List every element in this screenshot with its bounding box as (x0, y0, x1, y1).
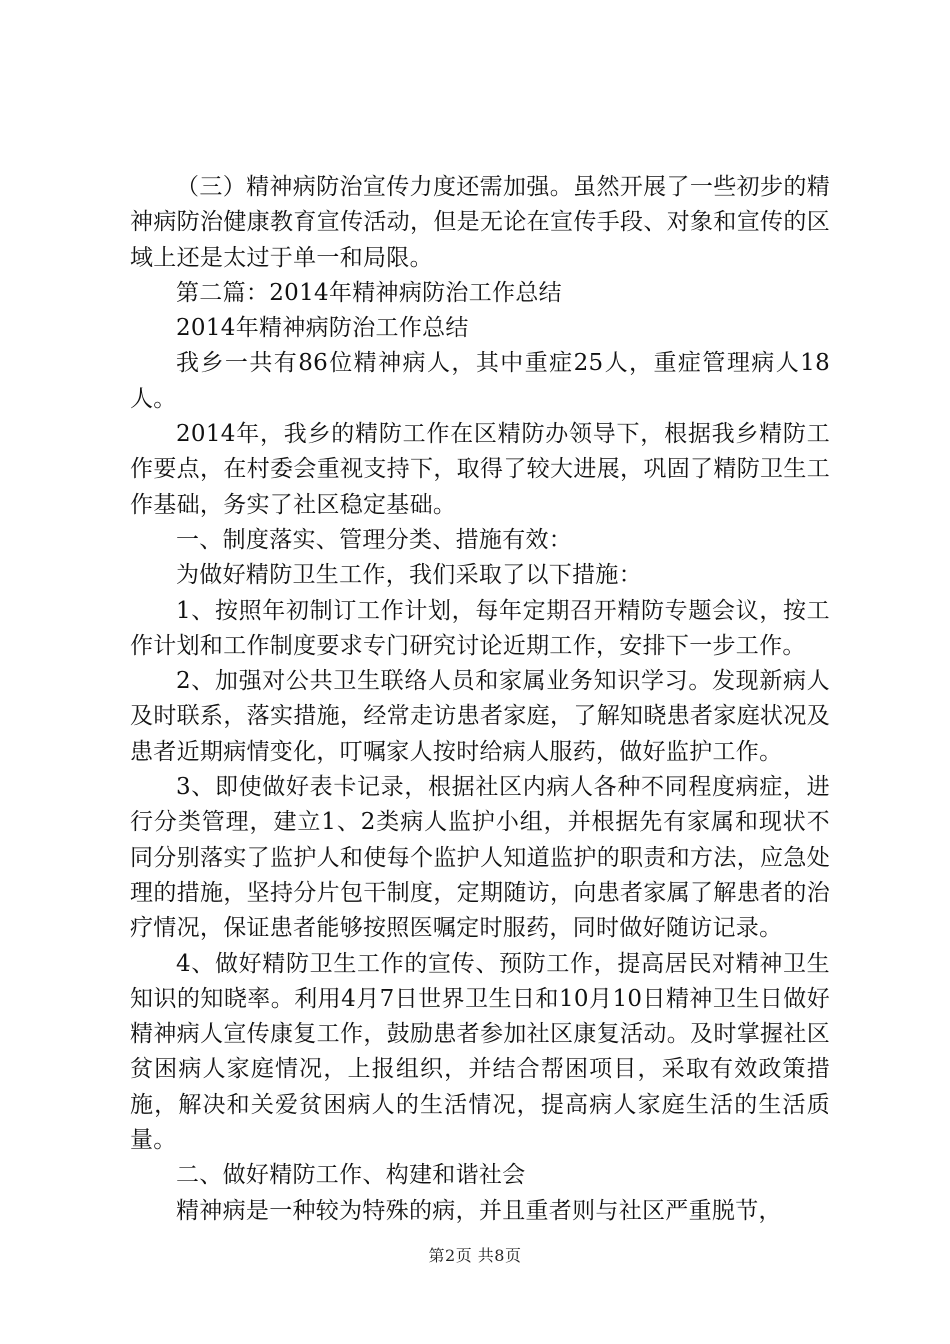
page-number-footer: 第2页 共8页 (428, 1246, 522, 1265)
list-item-measure-3: 3、即使做好表卡记录，根据社区内病人各种不同程度病症，进行分类管理，建立1、2类病人监护小组，并根据先有家属和现状不同分别落实了监护人和使每个监护人知道监护的职责和方法，应急处理的措施，坚持分片包干制度，定期随访，向患者家属了解患者的治疗情况，保证患者能够按照医嘱定时服药，同时做好随访记录。 (130, 774, 830, 942)
subheading-harmonious-society: 二、做好精防工作、构建和谐社会 (176, 1162, 526, 1189)
list-item-measure-1: 1、按照年初制订工作计划，每年定期召开精防专题会议，按工作计划和工作制度要求专门研究讨论近期工作，安排下一步工作。 (130, 597, 830, 659)
paragraph-patient-count: 我乡一共有86位精神病人，其中重症25人，重症管理病人18人。 (130, 350, 830, 412)
list-item-measure-2: 2、加强对公共卫生联络人员和家属业务知识学习。发现新病人及时联系，落实措施，经常走访患者家庭，了解知晓患者家庭状况及患者近期病情变化，叮嘱家人按时给病人服药，做好监护工作。 (130, 668, 830, 765)
subheading-system-implementation: 一、制度落实、管理分类、措施有效： (176, 526, 573, 553)
report-title: 2014年精神病防治工作总结 (176, 315, 469, 342)
document-body (130, 170, 830, 1229)
paragraph-special-illness: 精神病是一种较为特殊的病，并且重者则与社区严重脱节， (176, 1197, 782, 1224)
paragraph-propaganda-weakness: （三）精神病防治宣传力度还需加强。虽然开展了一些初步的精神病防治健康教育宣传活动，但是无论在宣传手段、对象和宣传的区域上还是太过于单一和局限。 (130, 174, 830, 271)
list-item-measure-4: 4、做好精防卫生工作的宣传、预防工作，提高居民对精神卫生知识的知晓率。利用4月7日世界卫生日和10月10日精神卫生日做好精神病人宣传康复工作，鼓励患者参加社区康复活动。及时掌握社区贫困病人家庭情况，上报组织，并结合帮困项目，采取有效政策措施，解决和关爱贫困病人的生活情况，提高病人家庭生活的生活质量。 (130, 950, 830, 1154)
paragraph-overview: 2014年，我乡的精防工作在区精防办领导下，根据我乡精防工作要点，在村委会重视支持下，取得了较大进展，巩固了精防卫生工作基础，务实了社区稳定基础。 (130, 421, 830, 518)
paragraph-measures-intro: 为做好精防卫生工作，我们采取了以下措施： (176, 562, 642, 589)
section-heading-part-two: 第二篇：2014年精神病防治工作总结 (176, 279, 562, 306)
